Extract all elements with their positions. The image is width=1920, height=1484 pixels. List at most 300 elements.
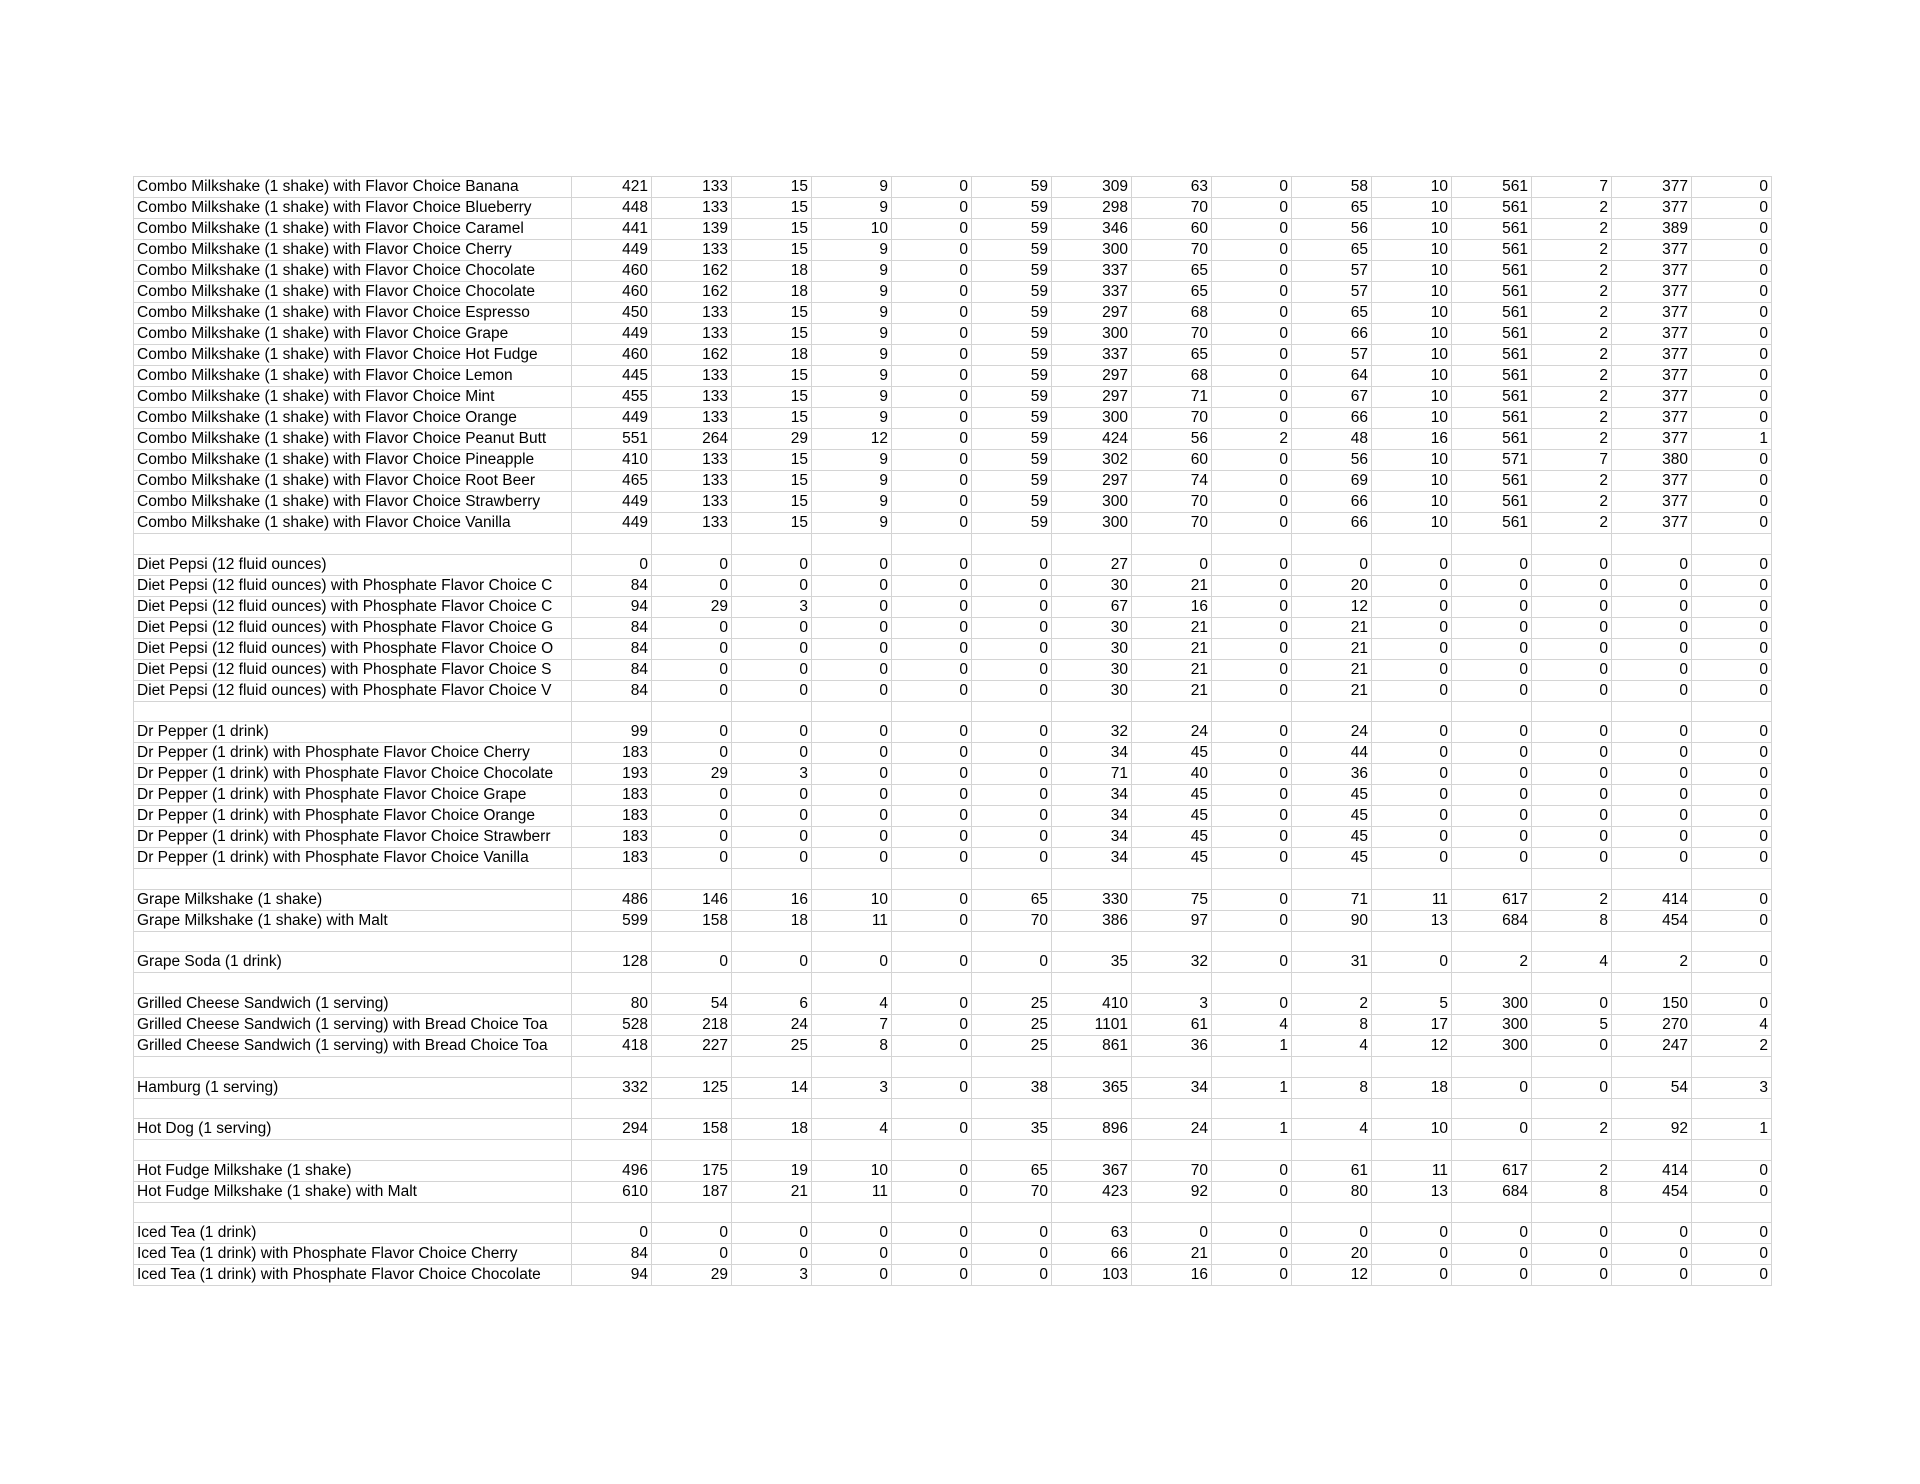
value-cell[interactable] <box>1212 1056 1292 1077</box>
value-cell[interactable]: 424 <box>1052 429 1132 450</box>
value-cell[interactable]: 337 <box>1052 345 1132 366</box>
value-cell[interactable]: 45 <box>1292 785 1372 806</box>
value-cell[interactable]: 0 <box>1612 827 1692 848</box>
value-cell[interactable]: 0 <box>732 659 812 680</box>
value-cell[interactable]: 65 <box>972 889 1052 910</box>
value-cell[interactable]: 19 <box>732 1160 812 1181</box>
value-cell[interactable]: 302 <box>1052 450 1132 471</box>
value-cell[interactable]: 59 <box>972 366 1052 387</box>
value-cell[interactable]: 0 <box>812 785 892 806</box>
value-cell[interactable]: 66 <box>1052 1244 1132 1265</box>
value-cell[interactable] <box>1532 1202 1612 1223</box>
value-cell[interactable]: 21 <box>1292 659 1372 680</box>
value-cell[interactable]: 0 <box>1532 848 1612 869</box>
value-cell[interactable]: 65 <box>1132 282 1212 303</box>
value-cell[interactable]: 0 <box>1212 827 1292 848</box>
value-cell[interactable]: 300 <box>1452 1035 1532 1056</box>
value-cell[interactable]: 25 <box>972 993 1052 1014</box>
value-cell[interactable]: 60 <box>1132 219 1212 240</box>
item-name-cell[interactable]: Combo Milkshake (1 shake) with Flavor Choice Chocolate <box>134 261 572 282</box>
value-cell[interactable]: 12 <box>1292 596 1372 617</box>
item-name-cell[interactable]: Diet Pepsi (12 fluid ounces) with Phosphate Flavor Choice G <box>134 617 572 638</box>
value-cell[interactable] <box>732 869 812 890</box>
value-cell[interactable]: 2 <box>1212 429 1292 450</box>
value-cell[interactable] <box>1372 1098 1452 1119</box>
value-cell[interactable] <box>1052 534 1132 555</box>
value-cell[interactable]: 0 <box>1532 785 1612 806</box>
value-cell[interactable] <box>732 1202 812 1223</box>
value-cell[interactable]: 59 <box>972 240 1052 261</box>
value-cell[interactable]: 2 <box>1532 513 1612 534</box>
value-cell[interactable] <box>1372 973 1452 994</box>
value-cell[interactable]: 0 <box>892 1223 972 1244</box>
value-cell[interactable] <box>812 1098 892 1119</box>
value-cell[interactable]: 25 <box>972 1035 1052 1056</box>
value-cell[interactable]: 0 <box>1692 617 1772 638</box>
value-cell[interactable] <box>972 1056 1052 1077</box>
value-cell[interactable]: 561 <box>1452 324 1532 345</box>
value-cell[interactable]: 414 <box>1612 1160 1692 1181</box>
value-cell[interactable]: 9 <box>812 198 892 219</box>
value-cell[interactable] <box>1052 1056 1132 1077</box>
value-cell[interactable]: 0 <box>1452 827 1532 848</box>
value-cell[interactable]: 67 <box>1052 596 1132 617</box>
value-cell[interactable]: 389 <box>1612 219 1692 240</box>
value-cell[interactable]: 0 <box>972 1265 1052 1286</box>
value-cell[interactable] <box>1292 1140 1372 1161</box>
value-cell[interactable]: 158 <box>652 1119 732 1140</box>
value-cell[interactable]: 58 <box>1292 177 1372 198</box>
value-cell[interactable]: 0 <box>1212 596 1292 617</box>
value-cell[interactable] <box>1052 1098 1132 1119</box>
value-cell[interactable]: 0 <box>572 1223 652 1244</box>
value-cell[interactable]: 0 <box>1612 743 1692 764</box>
value-cell[interactable]: 6 <box>732 993 812 1014</box>
value-cell[interactable] <box>652 1140 732 1161</box>
value-cell[interactable]: 551 <box>572 429 652 450</box>
value-cell[interactable]: 297 <box>1052 366 1132 387</box>
item-name-cell[interactable]: Grilled Cheese Sandwich (1 serving) with Bread Choice Toa <box>134 1014 572 1035</box>
value-cell[interactable]: 162 <box>652 261 732 282</box>
value-cell[interactable]: 332 <box>572 1077 652 1098</box>
value-cell[interactable]: 20 <box>1292 575 1372 596</box>
value-cell[interactable]: 0 <box>892 408 972 429</box>
value-cell[interactable] <box>1452 973 1532 994</box>
value-cell[interactable] <box>1612 1140 1692 1161</box>
value-cell[interactable]: 11 <box>812 1181 892 1202</box>
value-cell[interactable]: 0 <box>892 743 972 764</box>
value-cell[interactable]: 34 <box>1052 848 1132 869</box>
value-cell[interactable]: 133 <box>652 198 732 219</box>
value-cell[interactable]: 561 <box>1452 261 1532 282</box>
value-cell[interactable]: 35 <box>972 1119 1052 1140</box>
value-cell[interactable]: 0 <box>972 848 1052 869</box>
value-cell[interactable]: 0 <box>1292 1223 1372 1244</box>
value-cell[interactable]: 2 <box>1532 219 1612 240</box>
value-cell[interactable]: 0 <box>812 554 892 575</box>
value-cell[interactable]: 0 <box>1372 743 1452 764</box>
value-cell[interactable]: 2 <box>1532 889 1612 910</box>
value-cell[interactable]: 3 <box>1132 993 1212 1014</box>
value-cell[interactable]: 0 <box>652 806 732 827</box>
value-cell[interactable]: 84 <box>572 680 652 701</box>
value-cell[interactable] <box>812 701 892 722</box>
value-cell[interactable]: 162 <box>652 345 732 366</box>
value-cell[interactable]: 0 <box>892 680 972 701</box>
value-cell[interactable]: 0 <box>892 596 972 617</box>
value-cell[interactable]: 56 <box>1292 450 1372 471</box>
value-cell[interactable]: 64 <box>1292 366 1372 387</box>
value-cell[interactable] <box>1212 534 1292 555</box>
value-cell[interactable]: 71 <box>1052 764 1132 785</box>
value-cell[interactable]: 0 <box>1692 827 1772 848</box>
value-cell[interactable]: 0 <box>1212 806 1292 827</box>
value-cell[interactable]: 35 <box>1052 952 1132 973</box>
value-cell[interactable] <box>1612 1098 1692 1119</box>
value-cell[interactable] <box>972 973 1052 994</box>
value-cell[interactable]: 0 <box>1532 1265 1612 1286</box>
value-cell[interactable]: 0 <box>1532 1035 1612 1056</box>
value-cell[interactable]: 9 <box>812 282 892 303</box>
value-cell[interactable] <box>1132 973 1212 994</box>
value-cell[interactable]: 92 <box>1612 1119 1692 1140</box>
value-cell[interactable]: 65 <box>1292 303 1372 324</box>
value-cell[interactable]: 264 <box>652 429 732 450</box>
value-cell[interactable]: 36 <box>1132 1035 1212 1056</box>
item-name-cell[interactable]: Hot Fudge Milkshake (1 shake) with Malt <box>134 1181 572 1202</box>
value-cell[interactable] <box>1532 869 1612 890</box>
value-cell[interactable] <box>1212 973 1292 994</box>
value-cell[interactable]: 9 <box>812 450 892 471</box>
item-name-cell[interactable] <box>134 1140 572 1161</box>
value-cell[interactable]: 162 <box>652 282 732 303</box>
value-cell[interactable]: 0 <box>1372 659 1452 680</box>
value-cell[interactable]: 0 <box>972 952 1052 973</box>
value-cell[interactable]: 0 <box>1212 282 1292 303</box>
value-cell[interactable] <box>732 1056 812 1077</box>
value-cell[interactable]: 0 <box>1452 659 1532 680</box>
value-cell[interactable]: 183 <box>572 806 652 827</box>
value-cell[interactable]: 0 <box>1532 638 1612 659</box>
value-cell[interactable]: 25 <box>972 1014 1052 1035</box>
value-cell[interactable]: 12 <box>1292 1265 1372 1286</box>
value-cell[interactable] <box>1132 1202 1212 1223</box>
value-cell[interactable]: 68 <box>1132 366 1212 387</box>
value-cell[interactable]: 84 <box>572 1244 652 1265</box>
value-cell[interactable]: 449 <box>572 513 652 534</box>
value-cell[interactable]: 0 <box>892 785 972 806</box>
item-name-cell[interactable]: Combo Milkshake (1 shake) with Flavor Choice Lemon <box>134 366 572 387</box>
value-cell[interactable]: 377 <box>1612 324 1692 345</box>
value-cell[interactable]: 2 <box>1532 387 1612 408</box>
item-name-cell[interactable]: Diet Pepsi (12 fluid ounces) with Phosphate Flavor Choice S <box>134 659 572 680</box>
value-cell[interactable]: 0 <box>1452 806 1532 827</box>
value-cell[interactable]: 59 <box>972 198 1052 219</box>
value-cell[interactable] <box>1692 1140 1772 1161</box>
value-cell[interactable]: 61 <box>1292 1160 1372 1181</box>
item-name-cell[interactable]: Diet Pepsi (12 fluid ounces) with Phosphate Flavor Choice C <box>134 596 572 617</box>
value-cell[interactable] <box>1372 534 1452 555</box>
item-name-cell[interactable]: Grape Soda (1 drink) <box>134 952 572 973</box>
value-cell[interactable]: 56 <box>1132 429 1212 450</box>
value-cell[interactable]: 0 <box>1212 261 1292 282</box>
value-cell[interactable]: 0 <box>1212 1181 1292 1202</box>
value-cell[interactable]: 61 <box>1132 1014 1212 1035</box>
value-cell[interactable]: 0 <box>1372 806 1452 827</box>
value-cell[interactable]: 2 <box>1692 1035 1772 1056</box>
value-cell[interactable]: 0 <box>1612 638 1692 659</box>
value-cell[interactable]: 0 <box>1212 177 1292 198</box>
value-cell[interactable] <box>1372 869 1452 890</box>
value-cell[interactable]: 0 <box>572 554 652 575</box>
value-cell[interactable]: 10 <box>1372 345 1452 366</box>
item-name-cell[interactable]: Dr Pepper (1 drink) with Phosphate Flavor Choice Chocolate <box>134 764 572 785</box>
value-cell[interactable]: 11 <box>812 910 892 931</box>
value-cell[interactable]: 16 <box>732 889 812 910</box>
value-cell[interactable]: 0 <box>892 261 972 282</box>
value-cell[interactable]: 0 <box>1692 952 1772 973</box>
value-cell[interactable] <box>572 1098 652 1119</box>
value-cell[interactable]: 56 <box>1292 219 1372 240</box>
value-cell[interactable]: 0 <box>1692 848 1772 869</box>
item-name-cell[interactable]: Grape Milkshake (1 shake) <box>134 889 572 910</box>
value-cell[interactable]: 247 <box>1612 1035 1692 1056</box>
value-cell[interactable] <box>1612 701 1692 722</box>
value-cell[interactable] <box>652 701 732 722</box>
value-cell[interactable]: 0 <box>1212 1265 1292 1286</box>
value-cell[interactable]: 0 <box>1212 1160 1292 1181</box>
value-cell[interactable]: 0 <box>1612 617 1692 638</box>
value-cell[interactable] <box>1692 534 1772 555</box>
value-cell[interactable]: 455 <box>572 387 652 408</box>
value-cell[interactable]: 9 <box>812 240 892 261</box>
value-cell[interactable]: 9 <box>812 471 892 492</box>
value-cell[interactable]: 99 <box>572 722 652 743</box>
value-cell[interactable]: 0 <box>1612 575 1692 596</box>
value-cell[interactable]: 18 <box>732 261 812 282</box>
value-cell[interactable]: 21 <box>1292 680 1372 701</box>
value-cell[interactable]: 0 <box>972 1244 1052 1265</box>
value-cell[interactable]: 0 <box>892 282 972 303</box>
value-cell[interactable]: 74 <box>1132 471 1212 492</box>
value-cell[interactable]: 300 <box>1052 408 1132 429</box>
item-name-cell[interactable]: Combo Milkshake (1 shake) with Flavor Choice Orange <box>134 408 572 429</box>
value-cell[interactable]: 0 <box>1452 1244 1532 1265</box>
value-cell[interactable]: 57 <box>1292 345 1372 366</box>
value-cell[interactable]: 10 <box>1372 324 1452 345</box>
value-cell[interactable]: 0 <box>1612 1265 1692 1286</box>
value-cell[interactable] <box>1692 973 1772 994</box>
value-cell[interactable] <box>652 973 732 994</box>
value-cell[interactable]: 0 <box>1212 785 1292 806</box>
value-cell[interactable]: 0 <box>1612 764 1692 785</box>
value-cell[interactable]: 0 <box>892 659 972 680</box>
value-cell[interactable]: 0 <box>892 429 972 450</box>
value-cell[interactable] <box>1132 869 1212 890</box>
value-cell[interactable]: 2 <box>1532 1119 1612 1140</box>
value-cell[interactable]: 2 <box>1532 303 1612 324</box>
value-cell[interactable]: 57 <box>1292 261 1372 282</box>
value-cell[interactable]: 10 <box>1372 513 1452 534</box>
value-cell[interactable]: 1 <box>1692 1119 1772 1140</box>
value-cell[interactable]: 0 <box>1692 513 1772 534</box>
value-cell[interactable]: 449 <box>572 492 652 513</box>
value-cell[interactable]: 30 <box>1052 575 1132 596</box>
value-cell[interactable]: 684 <box>1452 910 1532 931</box>
value-cell[interactable]: 0 <box>1372 638 1452 659</box>
value-cell[interactable] <box>1372 701 1452 722</box>
value-cell[interactable]: 0 <box>1132 554 1212 575</box>
value-cell[interactable]: 0 <box>892 471 972 492</box>
value-cell[interactable]: 0 <box>1452 1119 1532 1140</box>
item-name-cell[interactable] <box>134 701 572 722</box>
value-cell[interactable]: 17 <box>1372 1014 1452 1035</box>
value-cell[interactable]: 0 <box>652 1223 732 1244</box>
item-name-cell[interactable]: Combo Milkshake (1 shake) with Flavor Choice Peanut Butt <box>134 429 572 450</box>
value-cell[interactable]: 0 <box>1372 554 1452 575</box>
value-cell[interactable]: 0 <box>892 910 972 931</box>
value-cell[interactable] <box>572 1056 652 1077</box>
value-cell[interactable]: 0 <box>732 952 812 973</box>
value-cell[interactable]: 16 <box>1132 1265 1212 1286</box>
value-cell[interactable] <box>572 1202 652 1223</box>
value-cell[interactable]: 561 <box>1452 408 1532 429</box>
value-cell[interactable]: 861 <box>1052 1035 1132 1056</box>
value-cell[interactable]: 0 <box>1692 680 1772 701</box>
value-cell[interactable]: 150 <box>1612 993 1692 1014</box>
value-cell[interactable]: 2 <box>1452 952 1532 973</box>
value-cell[interactable]: 0 <box>1212 387 1292 408</box>
value-cell[interactable]: 69 <box>1292 471 1372 492</box>
value-cell[interactable]: 460 <box>572 261 652 282</box>
value-cell[interactable] <box>572 701 652 722</box>
item-name-cell[interactable]: Combo Milkshake (1 shake) with Flavor Choice Mint <box>134 387 572 408</box>
value-cell[interactable]: 4 <box>812 993 892 1014</box>
value-cell[interactable]: 9 <box>812 492 892 513</box>
value-cell[interactable]: 528 <box>572 1014 652 1035</box>
value-cell[interactable]: 0 <box>972 659 1052 680</box>
value-cell[interactable]: 0 <box>1212 324 1292 345</box>
value-cell[interactable]: 0 <box>1212 408 1292 429</box>
value-cell[interactable]: 410 <box>1052 993 1132 1014</box>
value-cell[interactable]: 66 <box>1292 408 1372 429</box>
value-cell[interactable]: 183 <box>572 785 652 806</box>
value-cell[interactable]: 561 <box>1452 219 1532 240</box>
item-name-cell[interactable]: Hot Fudge Milkshake (1 shake) <box>134 1160 572 1181</box>
value-cell[interactable]: 1 <box>1692 429 1772 450</box>
value-cell[interactable]: 21 <box>1132 617 1212 638</box>
value-cell[interactable]: 0 <box>972 596 1052 617</box>
value-cell[interactable]: 0 <box>892 324 972 345</box>
value-cell[interactable]: 0 <box>1292 554 1372 575</box>
value-cell[interactable]: 0 <box>1692 910 1772 931</box>
value-cell[interactable]: 133 <box>652 177 732 198</box>
value-cell[interactable]: 0 <box>1452 680 1532 701</box>
value-cell[interactable]: 34 <box>1052 827 1132 848</box>
value-cell[interactable]: 0 <box>1212 952 1292 973</box>
value-cell[interactable]: 450 <box>572 303 652 324</box>
value-cell[interactable] <box>732 534 812 555</box>
value-cell[interactable]: 346 <box>1052 219 1132 240</box>
value-cell[interactable]: 45 <box>1132 806 1212 827</box>
value-cell[interactable]: 0 <box>1372 785 1452 806</box>
value-cell[interactable]: 0 <box>1532 617 1612 638</box>
value-cell[interactable]: 11 <box>1372 1160 1452 1181</box>
value-cell[interactable]: 377 <box>1612 492 1692 513</box>
value-cell[interactable]: 66 <box>1292 492 1372 513</box>
value-cell[interactable]: 45 <box>1132 848 1212 869</box>
value-cell[interactable]: 0 <box>1532 806 1612 827</box>
value-cell[interactable]: 0 <box>812 680 892 701</box>
value-cell[interactable]: 599 <box>572 910 652 931</box>
value-cell[interactable]: 71 <box>1132 387 1212 408</box>
value-cell[interactable]: 0 <box>1372 952 1452 973</box>
value-cell[interactable]: 10 <box>1372 387 1452 408</box>
value-cell[interactable] <box>1452 1098 1532 1119</box>
value-cell[interactable]: 365 <box>1052 1077 1132 1098</box>
item-name-cell[interactable]: Hot Dog (1 serving) <box>134 1119 572 1140</box>
value-cell[interactable]: 0 <box>1452 722 1532 743</box>
value-cell[interactable]: 561 <box>1452 240 1532 261</box>
value-cell[interactable]: 18 <box>732 1119 812 1140</box>
value-cell[interactable] <box>1452 534 1532 555</box>
value-cell[interactable]: 0 <box>1692 806 1772 827</box>
value-cell[interactable]: 65 <box>1132 345 1212 366</box>
value-cell[interactable] <box>812 1056 892 1077</box>
value-cell[interactable]: 36 <box>1292 764 1372 785</box>
value-cell[interactable]: 45 <box>1132 785 1212 806</box>
value-cell[interactable]: 0 <box>652 827 732 848</box>
value-cell[interactable]: 90 <box>1292 910 1372 931</box>
value-cell[interactable]: 133 <box>652 366 732 387</box>
value-cell[interactable]: 460 <box>572 345 652 366</box>
value-cell[interactable]: 0 <box>892 617 972 638</box>
value-cell[interactable]: 133 <box>652 492 732 513</box>
value-cell[interactable]: 0 <box>892 764 972 785</box>
value-cell[interactable]: 125 <box>652 1077 732 1098</box>
value-cell[interactable]: 70 <box>1132 198 1212 219</box>
value-cell[interactable]: 561 <box>1452 303 1532 324</box>
value-cell[interactable] <box>1212 931 1292 952</box>
value-cell[interactable] <box>1212 1202 1292 1223</box>
value-cell[interactable] <box>1612 1056 1692 1077</box>
value-cell[interactable] <box>1292 973 1372 994</box>
value-cell[interactable]: 59 <box>972 429 1052 450</box>
value-cell[interactable]: 59 <box>972 471 1052 492</box>
value-cell[interactable] <box>1292 1098 1372 1119</box>
value-cell[interactable]: 0 <box>812 806 892 827</box>
value-cell[interactable]: 13 <box>1372 910 1452 931</box>
value-cell[interactable]: 0 <box>1532 827 1612 848</box>
value-cell[interactable]: 0 <box>1532 554 1612 575</box>
item-name-cell[interactable]: Combo Milkshake (1 shake) with Flavor Choice Cherry <box>134 240 572 261</box>
value-cell[interactable]: 0 <box>812 617 892 638</box>
value-cell[interactable] <box>732 973 812 994</box>
value-cell[interactable]: 15 <box>732 240 812 261</box>
value-cell[interactable]: 193 <box>572 764 652 785</box>
value-cell[interactable]: 45 <box>1132 743 1212 764</box>
value-cell[interactable]: 15 <box>732 324 812 345</box>
value-cell[interactable]: 84 <box>572 617 652 638</box>
value-cell[interactable]: 59 <box>972 261 1052 282</box>
value-cell[interactable]: 0 <box>892 387 972 408</box>
value-cell[interactable]: 21 <box>1292 617 1372 638</box>
value-cell[interactable] <box>1052 931 1132 952</box>
value-cell[interactable]: 297 <box>1052 303 1132 324</box>
value-cell[interactable]: 0 <box>1212 198 1292 219</box>
value-cell[interactable]: 0 <box>972 1223 1052 1244</box>
value-cell[interactable]: 9 <box>812 513 892 534</box>
